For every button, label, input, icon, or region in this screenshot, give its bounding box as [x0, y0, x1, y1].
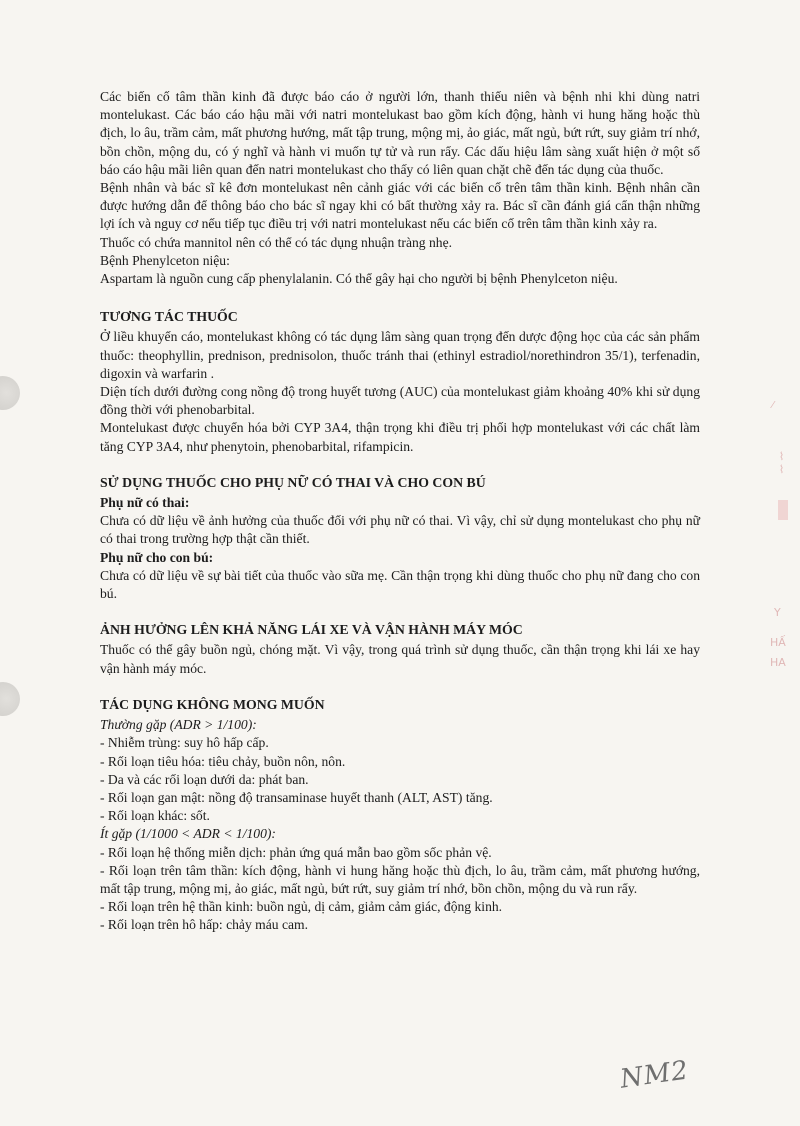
paragraph: Ở liều khuyến cáo, montelukast không có tác dụng lâm sàng quan trọng đến dược động học của các sản phẩm thuốc: theophyllin, prednison, prednisolon, thuốc tránh thai (ethinyl estradiol/norethindron 35/1), terfenadin, digoxin và warfarin .	[100, 329, 700, 381]
subheading-pregnant: Phụ nữ có thai:	[100, 495, 190, 511]
paragraph: Thuốc có thể gây buồn ngủ, chóng mặt. Vì vậy, trong quá trình sử dụng thuốc, cần thận trọng khi lái xe hay vận hành máy móc.	[100, 642, 700, 676]
punch-hole	[0, 376, 20, 410]
list-item: - Rối loạn khác: sốt.	[100, 808, 210, 824]
handwritten-signature: NM2	[618, 1055, 691, 1095]
paragraph: Montelukast được chuyển hóa bởi CYP 3A4, thận trọng khi điều trị phối hợp montelukast với các chất làm tăng CYP 3A4, như phenytoin, phenobarbital, rifampicin.	[100, 420, 700, 454]
paragraph: Diện tích dưới đường cong nồng độ trong huyết tương (AUC) của montelukast giảm khoảng 40% khi sử dụng đồng thời với phenobarbital.	[100, 384, 700, 418]
paragraph: Chưa có dữ liệu về sự bài tiết của thuốc vào sữa mẹ. Cần thận trọng khi dùng thuốc cho phụ nữ đang cho con bú.	[100, 567, 700, 602]
section-heading-pregnancy: SỬ DỤNG THUỐC CHO PHỤ NỮ CÓ THAI VÀ CHO CON BÚ	[100, 474, 486, 490]
stamp-mark	[778, 500, 788, 520]
list-item: - Rối loạn trên hệ thần kinh: buồn ngủ, dị cảm, giảm cảm giác, động kinh.	[100, 899, 503, 915]
stamp-fragment: HA	[770, 656, 786, 669]
list-item: - Rối loạn hệ thống miễn dịch: phản ứng quá mẫn bao gồm sốc phản vệ.	[100, 844, 492, 860]
paragraph: Bệnh nhân và bác sĩ kê đơn montelukast nên cảnh giác với các biến cố trên tâm thần kinh. Bệnh nhân cần được hướng dẫn để thông báo cho bác sĩ ngay khi có bất thường xảy ra. Bác sĩ cần đánh giá cẩn thận những lợi ích và nguy cơ nếu tiếp tục điều trị với natri montelukast nếu các biến cố trên tâm thần kinh xảy ra.	[100, 180, 700, 232]
stamp-mark: ⁄	[772, 400, 774, 411]
list-item: - Nhiễm trùng: suy hô hấp cấp.	[100, 735, 269, 751]
list-item: - Rối loạn gan mật: nồng độ transaminase huyết thanh (ALT, AST) tăng.	[100, 789, 493, 805]
list-item: - Rối loạn trên tâm thần: kích động, hành vi hung hăng hoặc thù địch, lo âu, trầm cảm, mất phương hướng, mất tập trung, mộng mị, ảo giác, mất ngủ, bứt rứt, suy giảm trí nhớ, bồn chồn, mộng du và run rẩy.	[100, 862, 700, 896]
stamp-mark: ⌇⌇	[775, 450, 788, 476]
section-heading-adverse: TÁC DỤNG KHÔNG MONG MUỐN	[100, 696, 325, 712]
paragraph: Thuốc có chứa mannitol nên có thể có tác dụng nhuận tràng nhẹ.	[100, 234, 453, 250]
list-item: - Rối loạn trên hô hấp: chảy máu cam.	[100, 917, 308, 933]
subheading-uncommon: Ít gặp (1/1000 < ADR < 1/100):	[100, 826, 276, 842]
document-body	[100, 88, 700, 935]
stamp-fragment: Y	[774, 606, 781, 619]
list-item: - Da và các rối loạn dưới da: phát ban.	[100, 771, 309, 787]
paragraph: Chưa có dữ liệu về ảnh hưởng của thuốc đối với phụ nữ có thai. Vì vậy, chỉ sử dụng montelukast cho phụ nữ có thai trong trường hợp thật cần thiết.	[100, 513, 700, 547]
paragraph: Aspartam là nguồn cung cấp phenylalanin. Có thể gây hại cho người bị bệnh Phenylceton niệu.	[100, 271, 618, 287]
stamp-fragment: HẤ	[770, 636, 786, 649]
punch-hole	[0, 682, 20, 716]
paragraph: Các biến cố tâm thần kinh đã được báo cáo ở người lớn, thanh thiếu niên và bệnh nhi khi dùng natri montelukast. Các báo cáo hậu mãi với natri montelukast bao gồm kích động, hành vi hung hăng hoặc thù địch, lo âu, trầm cảm, mất phương hướng, mất tập trung, mộng mị, ảo giác, mất ngủ, bứt rứt, suy giảm trí nhớ, bồn chồn, mộng du, có ý nghĩ và hành vi muốn tự tử và run rẩy. Các dấu hiệu lâm sàng xuất hiện ở một số báo cáo hậu mãi liên quan đến natri montelukast cho thấy có liên quan chặt chẽ đến tác dụng của thuốc.	[100, 89, 700, 177]
list-item: - Rối loạn tiêu hóa: tiêu chảy, buồn nôn, nôn.	[100, 753, 346, 769]
section-heading-interactions: TƯƠNG TÁC THUỐC	[100, 309, 238, 325]
subheading-common: Thường gặp (ADR > 1/100):	[100, 717, 257, 733]
section-heading-driving: ẢNH HƯỞNG LÊN KHẢ NĂNG LÁI XE VÀ VẬN HÀNH MÁY MÓC	[100, 622, 523, 638]
subheading-breastfeeding: Phụ nữ cho con bú:	[100, 549, 214, 565]
paragraph: Bệnh Phenylceton niệu:	[100, 252, 230, 268]
